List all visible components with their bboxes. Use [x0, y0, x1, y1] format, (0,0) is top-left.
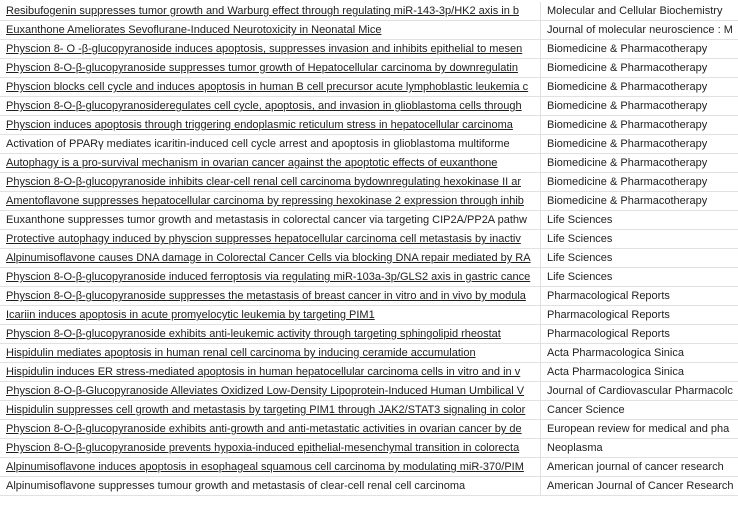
table-row — [0, 78, 738, 97]
title-hyperlink[interactable]: Physcion induces apoptosis through triggering endoplasmic reticulum stress in hepatocellular carcinoma — [6, 119, 513, 131]
title-cell[interactable] — [0, 21, 541, 40]
journal-text: Biomedicine & Pharmacotherapy — [547, 138, 708, 150]
journal-text: Biomedicine & Pharmacotherapy — [547, 100, 708, 112]
title-cell[interactable] — [0, 135, 541, 154]
title-cell[interactable] — [0, 439, 541, 458]
table-row — [0, 363, 738, 382]
table-row — [0, 325, 738, 344]
journal-cell[interactable] — [541, 401, 738, 420]
title-hyperlink[interactable]: Physcion 8-O-β-glucopyranoside suppresses tumor growth of Hepatocellular carcinoma by downregulatin — [6, 62, 518, 74]
journal-text: Biomedicine & Pharmacotherapy — [547, 81, 708, 93]
title-hyperlink[interactable]: Physcion 8- O -β-glucopyranoside induces apoptosis, suppresses invasion and inhibits epithelial to mesen — [6, 43, 523, 55]
journal-cell[interactable] — [541, 477, 738, 496]
title-cell[interactable] — [0, 192, 541, 211]
title-cell[interactable] — [0, 306, 541, 325]
journal-cell[interactable] — [541, 268, 738, 287]
table-row — [0, 401, 738, 420]
journal-text: Life Sciences — [547, 233, 613, 245]
journal-text: Life Sciences — [547, 252, 613, 264]
journal-cell[interactable] — [541, 306, 738, 325]
title-cell[interactable] — [0, 211, 541, 230]
title-text: Activation of PPARγ mediates icaritin-induced cell cycle arrest and apoptosis in glioblastoma multiforme — [6, 138, 510, 150]
title-hyperlink[interactable]: Physcion 8-O-β-glucopyranoside prevents hypoxia-induced epithelial-mesenchymal transition in colorecta — [6, 442, 520, 454]
title-hyperlink[interactable]: Physcion 8-O-β-glucopyranoside exhibits anti-leukemic activity through targeting sphingolipid rheostat — [6, 328, 501, 340]
journal-cell[interactable] — [541, 78, 738, 97]
title-cell[interactable] — [0, 154, 541, 173]
journal-cell[interactable] — [541, 382, 738, 401]
table-row — [0, 249, 738, 268]
title-cell[interactable] — [0, 173, 541, 192]
journal-text: American Journal of Cancer Research — [547, 480, 734, 492]
journal-text: Life Sciences — [547, 271, 613, 283]
title-cell[interactable] — [0, 382, 541, 401]
title-hyperlink[interactable]: Physcion 8-O-β-glucopyranoside inhibits clear-cell renal cell carcinoma bydownregulating hexokinase II ar — [6, 176, 522, 188]
title-hyperlink[interactable]: Alpinumisoflavone induces apoptosis in esophageal squamous cell carcinoma by modulating miR-370/PIM — [6, 461, 524, 473]
journal-cell[interactable] — [541, 420, 738, 439]
title-hyperlink[interactable]: Physcion 8-O-β-glucopyranoside induced ferroptosis via regulating miR-103a-3p/GLS2 axis in gastric cance — [6, 271, 531, 283]
journal-cell[interactable] — [541, 287, 738, 306]
table-row — [0, 382, 738, 401]
table-row — [0, 97, 738, 116]
journal-text: European review for medical and pha — [547, 423, 730, 435]
journal-text: Biomedicine & Pharmacotherapy — [547, 195, 708, 207]
title-hyperlink[interactable]: Amentoflavone suppresses hepatocellular carcinoma by repressing hexokinase 2 expression through inhib — [6, 195, 524, 207]
title-hyperlink[interactable]: Hispidulin suppresses cell growth and metastasis by targeting PIM1 through JAK2/STAT3 signaling in color — [6, 404, 526, 416]
journal-cell[interactable] — [541, 40, 738, 59]
journal-cell[interactable] — [541, 21, 738, 40]
title-cell[interactable] — [0, 268, 541, 287]
journal-text: Pharmacological Reports — [547, 309, 670, 321]
title-hyperlink[interactable]: Physcion 8-O-β-glucopyranoside exhibits anti-growth and anti-metastatic activities in ovarian cancer by de — [6, 423, 522, 435]
title-cell[interactable] — [0, 287, 541, 306]
title-hyperlink[interactable]: Physcion 8-O-β-glucopyranoside suppresses the metastasis of breast cancer in vitro and in vivo by modula — [6, 290, 526, 302]
journal-cell[interactable] — [541, 59, 738, 78]
table-row — [0, 2, 738, 21]
table-row — [0, 268, 738, 287]
title-text: Alpinumisoflavone suppresses tumour growth and metastasis of clear-cell renal cell carcinoma — [6, 480, 466, 492]
table-row — [0, 154, 738, 173]
table-row — [0, 477, 738, 496]
journal-cell[interactable] — [541, 211, 738, 230]
journal-text: Biomedicine & Pharmacotherapy — [547, 62, 708, 74]
title-hyperlink[interactable]: Euxanthone Ameliorates Sevoflurane-Induced Neurotoxicity in Neonatal Mice — [6, 24, 382, 36]
table-row — [0, 59, 738, 78]
journal-text: Biomedicine & Pharmacotherapy — [547, 43, 708, 55]
table-row — [0, 420, 738, 439]
title-cell[interactable] — [0, 458, 541, 477]
journal-cell[interactable] — [541, 173, 738, 192]
journal-cell[interactable] — [541, 363, 738, 382]
title-text: Euxanthone suppresses tumor growth and metastasis in colorectal cancer via targeting CIP2A/PP2A pathw — [6, 214, 527, 226]
journal-cell[interactable] — [541, 116, 738, 135]
table-row — [0, 116, 738, 135]
title-hyperlink[interactable]: Physcion 8-O-β-glucopyranosideregulates cell cycle, apoptosis, and invasion in glioblastoma cells through — [6, 100, 522, 112]
title-hyperlink[interactable]: Protective autophagy induced by physcion suppresses hepatocellular carcinoma cell metastasis by inactiv — [6, 233, 521, 245]
title-cell[interactable] — [0, 2, 541, 21]
journal-cell[interactable] — [541, 192, 738, 211]
title-cell[interactable] — [0, 420, 541, 439]
table-row — [0, 344, 738, 363]
title-hyperlink[interactable]: Physcion 8-O-β-Glucopyranoside Alleviates Oxidized Low-Density Lipoprotein-Induced Human Umbilical V — [6, 385, 525, 397]
journal-cell[interactable] — [541, 154, 738, 173]
title-hyperlink[interactable]: Resibufogenin suppresses tumor growth and Warburg effect through regulating miR-143-3p/HK2 axis in b — [6, 5, 519, 17]
journal-text: Biomedicine & Pharmacotherapy — [547, 176, 708, 188]
table-row — [0, 192, 738, 211]
title-hyperlink[interactable]: Hispidulin mediates apoptosis in human renal cell carcinoma by inducing ceramide accumulation — [6, 347, 476, 359]
title-cell[interactable] — [0, 363, 541, 382]
title-hyperlink[interactable]: Autophagy is a pro-survival mechanism in ovarian cancer against the apoptotic effects of euxanthone — [6, 157, 498, 169]
journal-text: Pharmacological Reports — [547, 328, 670, 340]
title-hyperlink[interactable]: Physcion blocks cell cycle and induces apoptosis in human B cell precursor acute lymphoblastic leukemia c — [6, 81, 529, 93]
journal-cell[interactable] — [541, 230, 738, 249]
journal-cell[interactable] — [541, 344, 738, 363]
journal-text: Acta Pharmacologica Sinica — [547, 347, 684, 359]
journal-text: Acta Pharmacologica Sinica — [547, 366, 684, 378]
title-cell[interactable] — [0, 97, 541, 116]
journal-text: Biomedicine & Pharmacotherapy — [547, 157, 708, 169]
title-cell[interactable] — [0, 230, 541, 249]
table-row — [0, 458, 738, 477]
title-hyperlink[interactable]: Icariin induces apoptosis in acute promyelocytic leukemia by targeting PIM1 — [6, 309, 375, 321]
journal-text: Life Sciences — [547, 214, 613, 226]
journal-cell[interactable] — [541, 325, 738, 344]
title-hyperlink[interactable]: Alpinumisoflavone causes DNA damage in Colorectal Cancer Cells via blocking DNA repair mediated by RA — [6, 252, 531, 264]
table-row — [0, 439, 738, 458]
title-cell[interactable] — [0, 477, 541, 496]
title-cell[interactable] — [0, 325, 541, 344]
journal-text: Cancer Science — [547, 404, 625, 416]
journal-cell[interactable] — [541, 2, 738, 21]
title-cell[interactable] — [0, 59, 541, 78]
table-row — [0, 287, 738, 306]
table-row — [0, 230, 738, 249]
table-row — [0, 135, 738, 154]
title-cell[interactable] — [0, 116, 541, 135]
journal-cell[interactable] — [541, 439, 738, 458]
journal-text: Molecular and Cellular Biochemistry — [547, 5, 723, 17]
table-row — [0, 40, 738, 59]
table-row — [0, 211, 738, 230]
title-hyperlink[interactable]: Hispidulin induces ER stress-mediated apoptosis in human hepatocellular carcinoma cells in vitro and in v — [6, 366, 521, 378]
title-cell[interactable] — [0, 40, 541, 59]
journal-text: Neoplasma — [547, 442, 603, 454]
title-cell[interactable] — [0, 344, 541, 363]
journal-cell[interactable] — [541, 458, 738, 477]
journal-cell[interactable] — [541, 135, 738, 154]
table-row — [0, 21, 738, 40]
title-cell[interactable] — [0, 78, 541, 97]
table-row — [0, 306, 738, 325]
table-row — [0, 173, 738, 192]
title-cell[interactable] — [0, 401, 541, 420]
title-cell[interactable] — [0, 249, 541, 268]
journal-text: Biomedicine & Pharmacotherapy — [547, 119, 708, 131]
journal-text: Journal of molecular neuroscience : M — [547, 24, 733, 36]
journal-text: Pharmacological Reports — [547, 290, 670, 302]
journal-cell[interactable] — [541, 97, 738, 116]
journal-cell[interactable] — [541, 249, 738, 268]
journal-text: Journal of Cardiovascular Pharmacolc — [547, 385, 733, 397]
journal-text: American journal of cancer research — [547, 461, 724, 473]
